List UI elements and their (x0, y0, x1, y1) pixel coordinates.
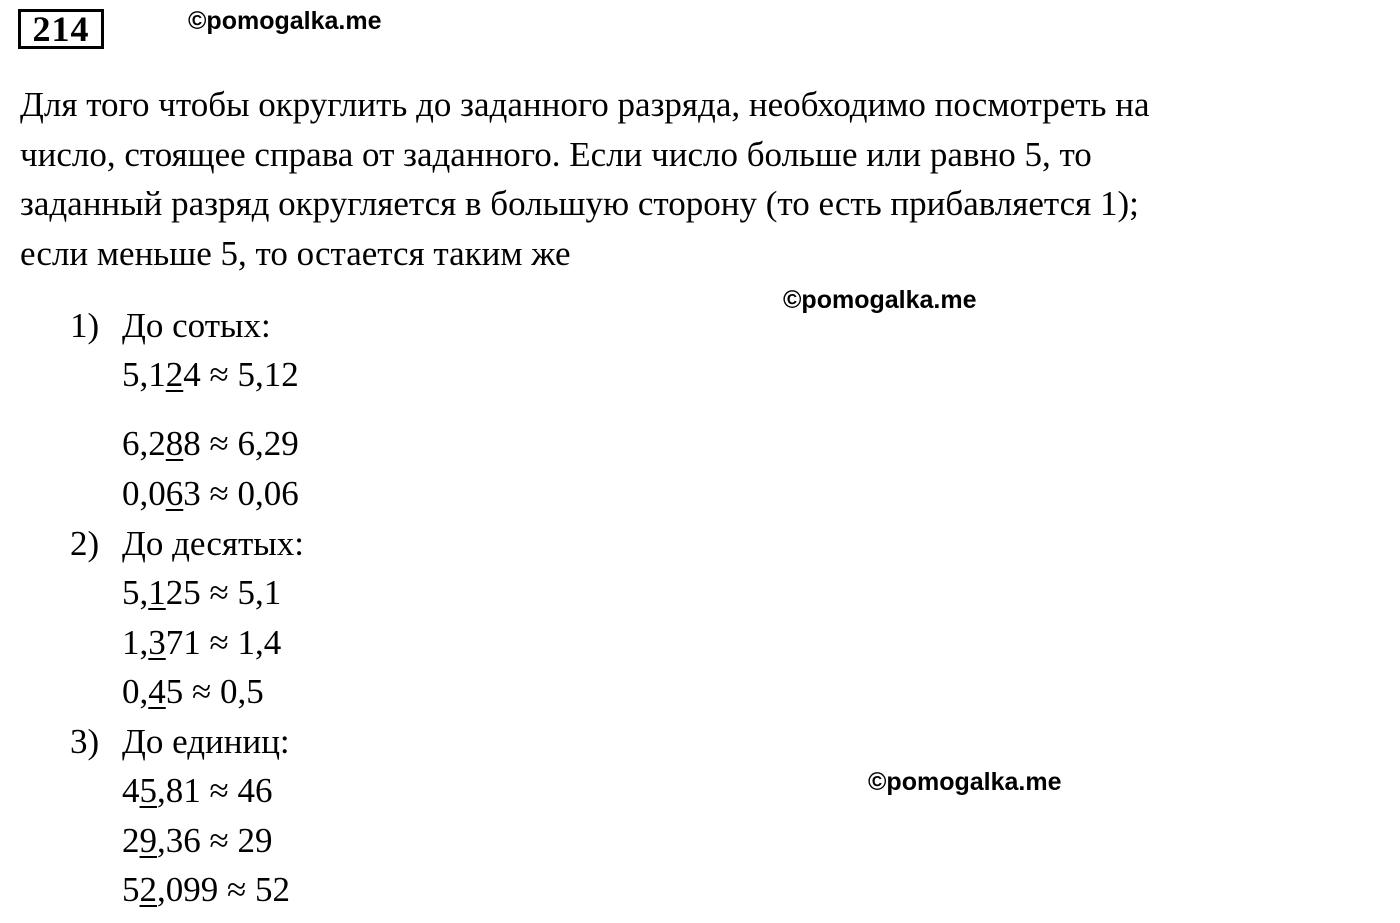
underlined-digit: 2 (165, 355, 184, 394)
rounding-example (122, 623, 281, 663)
underlined-digit: 3 (148, 623, 166, 662)
example-prefix: 5,1 (122, 355, 166, 394)
intro-line: Для того чтобы округлить до заданного разряда, необходимо посмотреть на (20, 85, 1150, 124)
watermark: ©pomogalka.me (188, 7, 382, 35)
rounding-example (122, 474, 299, 514)
rounding-example (122, 821, 272, 861)
example-prefix: 6,2 (122, 424, 166, 463)
example-prefix: 5 (122, 870, 140, 909)
rounding-example (122, 573, 281, 613)
section-heading: До единиц: (122, 722, 290, 761)
example-prefix: 0, (122, 672, 149, 711)
example-suffix: 3 ≈ 0,06 (183, 474, 299, 513)
list-marker: 1) (70, 306, 100, 345)
example-suffix: 4 ≈ 5,12 (183, 355, 299, 394)
example-suffix: 25 ≈ 5,1 (165, 573, 282, 612)
intro-line: если меньше 5, то остается таким же (20, 233, 571, 273)
example-suffix: 5 ≈ 0,5 (165, 672, 264, 711)
underlined-digit: 8 (165, 424, 184, 463)
rounding-example (122, 870, 290, 910)
list-marker: 3) (70, 722, 100, 761)
section-heading: До сотых: (122, 306, 271, 345)
intro-paragraph (20, 80, 1380, 278)
example-prefix: 1, (122, 623, 149, 662)
rounding-example (122, 771, 272, 811)
list-marker: 2) (70, 524, 100, 563)
intro-line: число, стоящее справа от заданного. Если число больше или равно 5, то (20, 134, 1092, 174)
example-suffix: ,36 ≈ 29 (157, 821, 273, 860)
underlined-digit: 1 (148, 573, 166, 612)
watermark: ©pomogalka.me (783, 286, 977, 314)
example-prefix: 4 (122, 771, 140, 810)
section-heading: До десятых: (122, 524, 305, 563)
underlined-digit: 6 (165, 474, 184, 513)
underlined-digit: 4 (148, 672, 166, 711)
rounding-example (122, 672, 264, 712)
rounding-example (122, 424, 299, 464)
underlined-digit: 9 (139, 821, 157, 860)
example-prefix: 5, (122, 573, 149, 612)
task-number-box: 214 (18, 9, 104, 49)
example-suffix: 71 ≈ 1,4 (165, 623, 282, 662)
watermark: ©pomogalka.me (868, 768, 1062, 796)
rounding-example (122, 355, 299, 395)
example-prefix: 2 (122, 821, 140, 860)
example-prefix: 0,0 (122, 474, 166, 513)
underlined-digit: 2 (139, 870, 157, 909)
underlined-digit: 5 (139, 771, 157, 810)
example-suffix: ,81 ≈ 46 (157, 771, 273, 810)
example-suffix: 8 ≈ 6,29 (183, 424, 299, 463)
example-suffix: ,099 ≈ 52 (157, 870, 290, 909)
intro-line: заданный разряд округляется в большую сторону (то есть прибавляется 1); (20, 184, 1139, 223)
